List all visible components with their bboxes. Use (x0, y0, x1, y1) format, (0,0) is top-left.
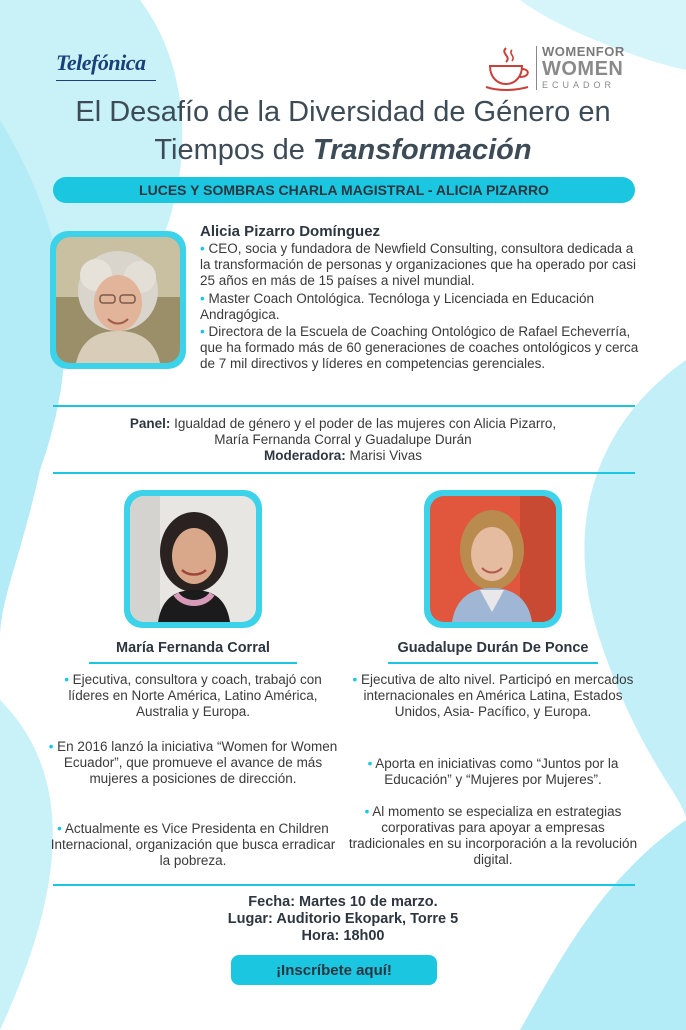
panelist-2-bio-3: • Al momento se especializa en estrategias corporativas para apoyar a empresas tradicionales en su incorporación a la revolución digital. (348, 804, 638, 867)
title-line-2: Tiempos de Transformación (154, 134, 532, 166)
wfw-logo-line1: WOMENFOR (542, 44, 625, 59)
panelist-name-1: María Fernanda Corral (116, 640, 270, 656)
panel-description: Panel: Igualdad de género y el poder de las mujeres con Alicia Pizarro, María Fernanda Corral y Guadalupe Durán Moderadora: Marisi Vivas (129, 416, 557, 463)
panelist-photo-maria-fernanda (124, 490, 262, 628)
title-line-1: El Desafío de la Diversidad de Género en (75, 96, 611, 128)
telefonica-logo: Telefónica (56, 50, 146, 76)
panelist-2-bio-2: • Aporta en iniciativas como “Juntos por la Educación” y “Mujeres por Mujeres”. (367, 756, 619, 787)
divider (53, 405, 635, 407)
panelist-name-underline (388, 662, 598, 664)
panelist-photo-guadalupe (424, 490, 562, 628)
teacup-icon (484, 44, 530, 92)
panelist-1-bio-1: • Ejecutiva, consultora y coach, trabajó con líderes en Norte América, Latino América, Australia y Europa. (64, 672, 322, 719)
panelist-1-bio-2: • En 2016 lanzó la iniciativa “Women for Women Ecuador”, que promueve el avance de más mujeres a posiciones de dirección. (48, 739, 338, 786)
register-button[interactable]: ¡Inscríbete aquí! (231, 955, 437, 985)
panelist-1-bio-3: • Actualmente es Vice Presidenta en Children Internacional, organización que busca erradicar la pobreza. (50, 821, 336, 868)
keynote-speaker-photo (50, 231, 186, 369)
divider (53, 472, 635, 474)
event-time: Hora: 18h00 (301, 928, 385, 944)
panelist-name-underline (89, 662, 297, 664)
event-place: Lugar: Auditorio Ekopark, Torre 5 (227, 911, 459, 927)
keynote-bio-3: • Directora de la Escuela de Coaching Ontológico de Rafael Echeverría, que ha formado más de 60 generaciones de coaches ontológicos y cerca de 7 mil directivos y líderes en competencias gerenciales. (200, 324, 639, 371)
panelist-2-bio-1: • Ejecutiva de alto nivel. Participó en mercados internacionales en América Latina, Estados Unidos, Asia- Pacífico, y Europa. (352, 672, 634, 719)
women-for-women-logo (484, 44, 634, 94)
wfw-logo-line2: WOMEN (542, 58, 624, 80)
keynote-bio-2: • Master Coach Ontológica. Tecnóloga y Licenciada en Educación Andragógica. (200, 291, 594, 322)
divider (53, 884, 635, 886)
keynote-speaker-name: Alicia Pizarro Domínguez (200, 223, 381, 240)
title-emphasis: Transformación (312, 134, 532, 166)
keynote-banner: LUCES Y SOMBRAS CHARLA MAGISTRAL - ALICIA PIZARRO (53, 177, 635, 203)
wfw-logo-line3: ECUADOR (542, 80, 616, 90)
keynote-bio-1: • CEO, socia y fundadora de Newfield Consulting, consultora dedicada a la transformación de personas y organizaciones que ha operado por casi 25 años en más de 15 países a nivel mundial. (200, 241, 637, 288)
panelist-name-2: Guadalupe Durán De Ponce (397, 640, 589, 656)
event-date: Fecha: Martes 10 de marzo. (248, 894, 438, 910)
